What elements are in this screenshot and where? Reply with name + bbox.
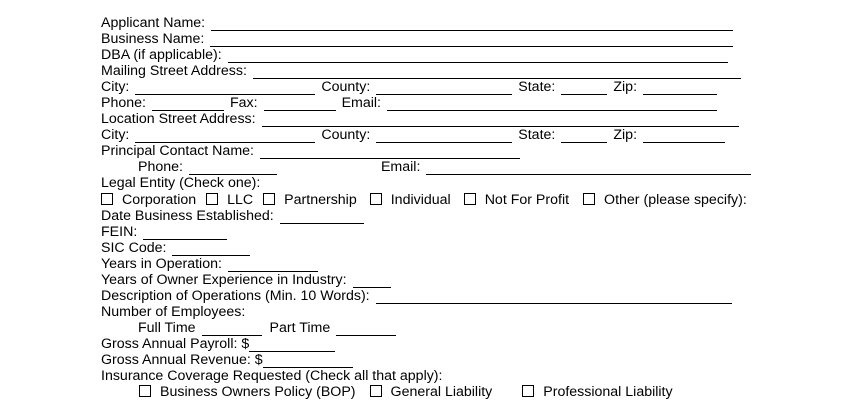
llc-checkbox[interactable] — [206, 193, 218, 205]
state-field[interactable] — [561, 81, 607, 95]
principal-contact-row — [101, 143, 526, 159]
general-liability-checkbox[interactable] — [370, 385, 382, 397]
location-city-label: City: — [101, 127, 130, 143]
fein-label: FEIN: — [101, 224, 138, 240]
principal-contact-label: Principal Contact Name: — [101, 143, 254, 159]
gross-revenue-field[interactable] — [263, 354, 353, 368]
contact-phone-field[interactable] — [189, 161, 277, 175]
sic-code-field[interactable] — [172, 242, 250, 256]
fax-label: Fax: — [229, 95, 258, 111]
not-for-profit-label: Not For Profit — [484, 192, 570, 208]
date-established-field[interactable] — [280, 210, 364, 224]
individual-label: Individual — [390, 192, 451, 208]
years-experience-field[interactable] — [353, 274, 391, 288]
location-county-field[interactable] — [376, 129, 512, 143]
gross-payroll-label: Gross Annual Payroll: $ — [101, 336, 250, 352]
location-address-row — [101, 111, 745, 127]
email-label: Email: — [341, 95, 381, 111]
general-liability-label: General Liability — [390, 384, 493, 400]
insurance-coverage-label: Insurance Coverage Requested (Check all that apply): — [101, 368, 443, 384]
description-ops-row — [101, 288, 738, 304]
city-label: City: — [101, 79, 130, 95]
years-operation-label: Years in Operation: — [101, 256, 222, 272]
professional-liability-label: Professional Liability — [543, 384, 673, 400]
description-ops-field[interactable] — [376, 290, 732, 304]
num-employees-label: Number of Employees: — [101, 304, 246, 320]
corporation-checkbox[interactable] — [101, 193, 113, 205]
partnership-label: Partnership — [284, 192, 357, 208]
fein-row — [101, 224, 233, 240]
coverage-options — [139, 384, 673, 400]
applicant-name-label: Applicant Name: — [101, 15, 206, 31]
location-state-label: State: — [518, 127, 556, 143]
zip-field[interactable] — [643, 81, 717, 95]
fax-field[interactable] — [264, 97, 336, 111]
gross-payroll-field[interactable] — [249, 338, 335, 352]
partnership-checkbox[interactable] — [263, 193, 275, 205]
other-checkbox[interactable] — [583, 193, 595, 205]
part-time-label: Part Time — [269, 320, 331, 336]
county-field[interactable] — [376, 81, 512, 95]
dba-row — [101, 47, 734, 63]
fein-field[interactable] — [143, 226, 227, 240]
sic-code-row — [101, 240, 256, 256]
dba-field[interactable] — [228, 49, 728, 63]
location-state-field[interactable] — [561, 129, 607, 143]
phone-label: Phone: — [101, 95, 146, 111]
location-zip-label: Zip: — [613, 127, 638, 143]
phone-row — [101, 95, 723, 111]
state-label: State: — [518, 79, 556, 95]
location-zip-field[interactable] — [643, 129, 725, 143]
years-operation-field[interactable] — [228, 258, 318, 272]
city-field[interactable] — [135, 81, 315, 95]
gross-revenue-row — [101, 352, 359, 368]
date-established-label: Date Business Established: — [101, 208, 274, 224]
employees-detail-row — [138, 320, 402, 336]
legal-entity-row — [101, 175, 260, 191]
applicant-name-field[interactable] — [211, 17, 733, 31]
legal-entity-options — [101, 192, 747, 208]
county-label: County: — [321, 79, 371, 95]
mailing-address-label: Mailing Street Address: — [101, 63, 247, 79]
not-for-profit-checkbox[interactable] — [464, 193, 476, 205]
insurance-coverage-row — [101, 368, 442, 384]
bop-label: Business Owners Policy (BOP) — [160, 384, 356, 400]
other-label: Other (please specify): — [604, 192, 747, 208]
phone-field[interactable] — [152, 97, 224, 111]
date-established-row — [101, 208, 370, 224]
sic-code-label: SIC Code: — [101, 240, 167, 256]
gross-payroll-row — [101, 336, 341, 352]
legal-entity-label: Legal Entity (Check one): — [101, 175, 261, 191]
corporation-label: Corporation — [122, 192, 197, 208]
bop-checkbox[interactable] — [139, 385, 151, 397]
contact-phone-label: Phone: — [138, 159, 183, 175]
mailing-city-row — [101, 79, 723, 95]
years-experience-row — [101, 272, 397, 288]
principal-contact-field[interactable] — [260, 145, 520, 159]
full-time-label: Full Time — [138, 320, 196, 336]
contact-email-field[interactable] — [426, 161, 751, 175]
contact-phone-row — [138, 159, 757, 175]
llc-label: LLC — [227, 192, 254, 208]
description-ops-label: Description of Operations (Min. 10 Words): — [101, 288, 370, 304]
dba-label: DBA (if applicable): — [101, 47, 222, 63]
years-operation-row — [101, 256, 324, 272]
num-employees-row — [101, 304, 245, 320]
mailing-address-field[interactable] — [253, 65, 741, 79]
years-experience-label: Years of Owner Experience in Industry: — [101, 272, 347, 288]
location-address-label: Location Street Address: — [101, 111, 256, 127]
location-county-label: County: — [321, 127, 371, 143]
location-address-field[interactable] — [262, 113, 739, 127]
individual-checkbox[interactable] — [370, 193, 382, 205]
applicant-name-row — [101, 15, 739, 31]
business-name-row — [101, 31, 739, 47]
location-city-field[interactable] — [135, 129, 315, 143]
business-name-label: Business Name: — [101, 31, 205, 47]
professional-liability-checkbox[interactable] — [522, 385, 534, 397]
part-time-field[interactable] — [336, 322, 396, 336]
contact-email-label: Email: — [380, 159, 421, 175]
location-city-row — [101, 127, 731, 143]
full-time-field[interactable] — [202, 322, 262, 336]
mailing-address-row — [101, 63, 747, 79]
zip-label: Zip: — [613, 79, 638, 95]
gross-revenue-label: Gross Annual Revenue: $ — [101, 352, 263, 368]
business-name-field[interactable] — [210, 33, 733, 47]
email-field[interactable] — [387, 97, 717, 111]
